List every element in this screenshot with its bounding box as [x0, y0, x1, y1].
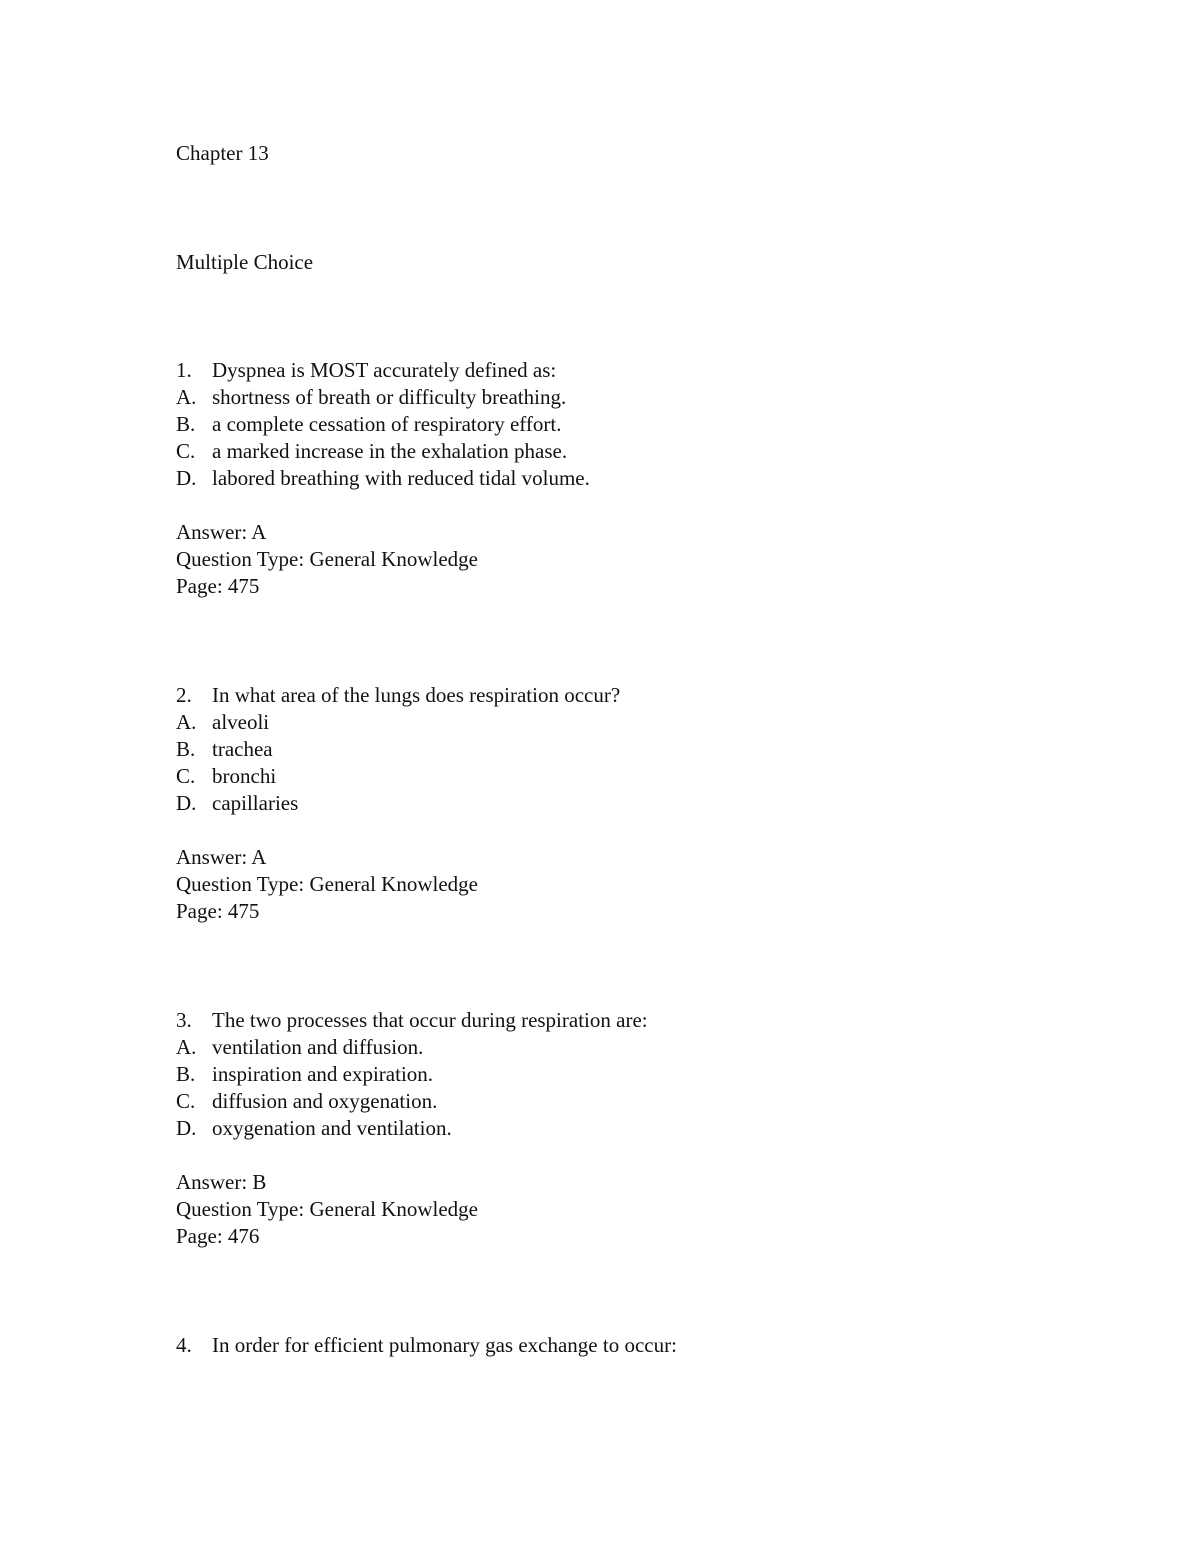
option-a [176, 1034, 1076, 1061]
answer: Answer: B [176, 1170, 267, 1194]
question-3 [176, 1007, 1076, 1332]
chapter-heading: Chapter 13 [176, 141, 269, 165]
option-c [176, 438, 1076, 465]
option-text: a marked increase in the exhalation phase. [212, 439, 568, 463]
option-letter: D. [176, 1116, 197, 1140]
option-text: bronchi [212, 764, 277, 788]
page-reference: Page: 475 [176, 899, 260, 923]
answer: Answer: A [176, 520, 267, 544]
option-letter: B. [176, 737, 196, 761]
option-text: oxygenation and ventilation. [212, 1116, 452, 1140]
option-letter: B. [176, 412, 196, 436]
question-1 [176, 357, 1076, 682]
option-letter: A. [176, 710, 197, 734]
option-letter: D. [176, 791, 197, 815]
question-text: Dyspnea is MOST accurately defined as: [212, 358, 557, 382]
option-text: capillaries [212, 791, 299, 815]
option-letter: A. [176, 1035, 197, 1059]
option-text: labored breathing with reduced tidal volume. [212, 466, 590, 490]
question-stem [176, 682, 1076, 709]
question-number: 4. [176, 1333, 192, 1357]
option-b [176, 411, 1076, 438]
answer: Answer: A [176, 845, 267, 869]
question-number: 2. [176, 683, 192, 707]
option-d [176, 790, 1076, 817]
question-number: 1. [176, 358, 192, 382]
question-type: Question Type: General Knowledge [176, 872, 478, 896]
option-text: a complete cessation of respiratory effort. [212, 412, 562, 436]
option-text: alveoli [212, 710, 270, 734]
page-reference: Page: 475 [176, 574, 260, 598]
option-text: trachea [212, 737, 273, 761]
option-b [176, 1061, 1076, 1088]
option-c [176, 1088, 1076, 1115]
question-type: Question Type: General Knowledge [176, 547, 478, 571]
option-text: ventilation and diffusion. [212, 1035, 424, 1059]
question-stem [176, 357, 1076, 384]
document-page [176, 140, 1076, 1359]
question-text: In what area of the lungs does respiration occur? [212, 683, 621, 707]
option-a [176, 384, 1076, 411]
question-type: Question Type: General Knowledge [176, 1197, 478, 1221]
question-text: In order for efficient pulmonary gas exchange to occur: [212, 1333, 677, 1357]
option-letter: C. [176, 439, 196, 463]
question-number: 3. [176, 1008, 192, 1032]
option-letter: A. [176, 385, 197, 409]
option-b [176, 736, 1076, 763]
option-letter: B. [176, 1062, 196, 1086]
option-letter: D. [176, 466, 197, 490]
option-text: shortness of breath or difficulty breathing. [212, 385, 567, 409]
option-d [176, 1115, 1076, 1142]
question-stem [176, 1007, 1076, 1034]
option-letter: C. [176, 1089, 196, 1113]
question-text: The two processes that occur during respiration are: [212, 1008, 648, 1032]
option-text: inspiration and expiration. [212, 1062, 434, 1086]
option-d [176, 465, 1076, 492]
question-stem [176, 1332, 1076, 1359]
section-heading: Multiple Choice [176, 250, 314, 274]
question-4 [176, 1332, 1076, 1359]
question-2 [176, 682, 1076, 1007]
option-letter: C. [176, 764, 196, 788]
option-text: diffusion and oxygenation. [212, 1089, 438, 1113]
option-a [176, 709, 1076, 736]
option-c [176, 763, 1076, 790]
page-reference: Page: 476 [176, 1224, 260, 1248]
